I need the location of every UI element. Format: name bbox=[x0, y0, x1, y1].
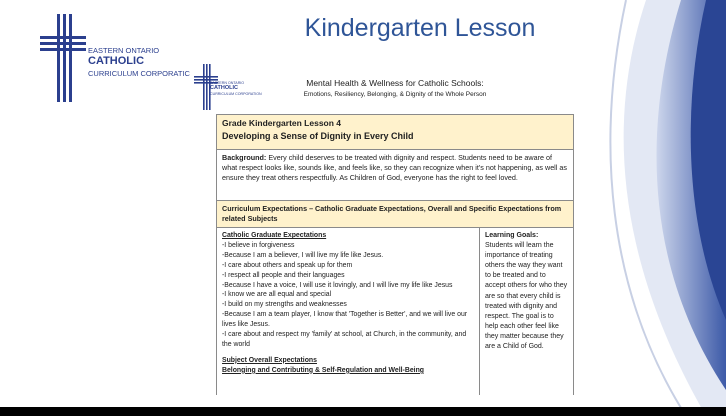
logo-small-line2: CATHOLIC bbox=[210, 85, 239, 91]
document-header-line1: Mental Health & Wellness for Catholic Schools: bbox=[306, 78, 484, 88]
cge-item: -I care about and respect my 'family' at school, at Church, in the community, and the world bbox=[222, 331, 467, 348]
learning-goals-text: Students will learn the importance of treating others the way they want to be treated and to accept others for who they are so that every child is treated with dignity and respect. The goal is to help each other feel like they matter because they are a Child of God. bbox=[485, 242, 568, 351]
logo-small-line3: CURRICULUM CORPORATION bbox=[210, 92, 262, 96]
cge-item: -Because I am a believer, I will live my life like Jesus. bbox=[222, 251, 384, 259]
lesson-title: Developing a Sense of Dignity in Every Child bbox=[222, 131, 414, 141]
cge-item: -I believe in forgiveness bbox=[222, 241, 295, 249]
cge-item: -I know we are all equal and special bbox=[222, 291, 332, 299]
learning-goals bbox=[480, 228, 573, 395]
cge-item: -I build on my strengths and weaknesses bbox=[222, 301, 347, 309]
subject-heading: Subject Overall Expectations bbox=[222, 356, 317, 364]
lesson-title-row bbox=[217, 115, 573, 150]
cge-item: -I respect all people and their languages bbox=[222, 271, 345, 279]
bottom-bar bbox=[0, 407, 726, 416]
grade-line: Grade Kindergarten Lesson 4 bbox=[222, 118, 342, 128]
background-section bbox=[217, 150, 573, 201]
cross-icon bbox=[40, 14, 86, 102]
catholic-graduate-expectations bbox=[217, 228, 480, 395]
background-text: Every child deserves to be treated with dignity and respect. Students need to be aware of what respect looks like, sounds like, and feels like, so they can recognize when it's not happening, as well as ensure they treat others respectfully. As Children of God, everyone has the right to feel loved. bbox=[222, 153, 567, 182]
expectations-heading: Curriculum Expectations – Catholic Graduate Expectations, Overall and Specific Expectations from related Subjects bbox=[217, 201, 573, 228]
logo-line1: EASTERN ONTARIO bbox=[88, 46, 160, 55]
logo-line2: CATHOLIC bbox=[88, 55, 145, 67]
logo-line3: CURRICULUM CORPORATIC bbox=[88, 69, 190, 78]
document-header-line2: Emotions, Resiliency, Belonging, & Dignity of the Whole Person bbox=[303, 91, 487, 98]
expectations-columns bbox=[217, 228, 573, 395]
cge-item: -Because I have a voice, I will use it lovingly, and I will live my life like Jesus bbox=[222, 281, 453, 289]
slide-title: Kindergarten Lesson bbox=[304, 14, 536, 42]
lesson-document bbox=[216, 114, 574, 395]
cge-heading: Catholic Graduate Expectations bbox=[222, 232, 327, 239]
subject-line: Belonging and Contributing & Self-Regulation and Well-Being bbox=[222, 366, 424, 374]
decorative-wave bbox=[586, 0, 726, 416]
cge-item: -Because I am a team player, I know that 'Together is Better', and we will live our lives like Jesus. bbox=[222, 311, 468, 329]
logo-small-line1: EASTERN ONTARIO bbox=[210, 81, 245, 85]
document-header bbox=[218, 78, 572, 98]
background-label: Background: bbox=[222, 153, 267, 162]
learning-goals-label: Learning Goals: bbox=[485, 232, 539, 239]
cge-item: -I care about others and speak up for them bbox=[222, 261, 353, 269]
